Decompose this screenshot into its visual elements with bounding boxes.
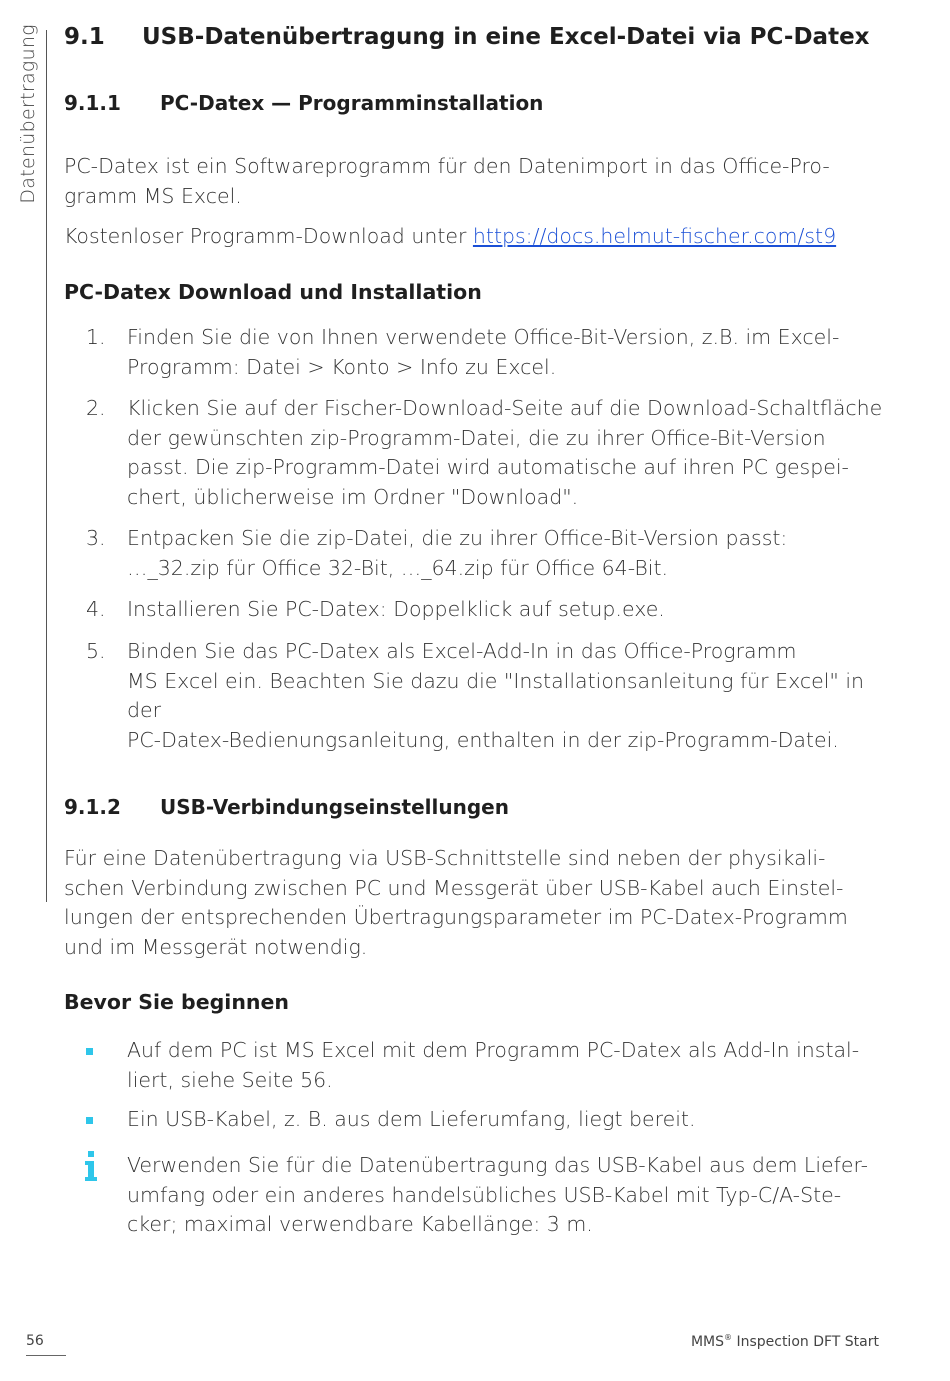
step-number: 1.: [86, 325, 106, 349]
info-line: Verwenden Sie für die Datenübertragung das USB-Kabel aus dem Liefer-: [127, 1153, 869, 1177]
section-heading-9-1-1: [64, 91, 543, 115]
page-number: 56: [26, 1333, 44, 1349]
step-line: Finden Sie die von Ihnen verwendete Office-Bit-Version, z.B. im Excel-: [127, 325, 840, 349]
step-line: Entpacken Sie die zip-Datei, die zu ihrer Office-Bit-Version passt:: [127, 526, 788, 550]
step-line: Binden Sie das PC-Datex als Excel-Add-In in das Office-Programm: [127, 639, 797, 663]
step-line: passt. Die zip-Programm-Datei wird automatische auf ihren PC gespei-: [127, 455, 849, 479]
prerequisite-line: Auf dem PC ist MS Excel mit dem Programm PC-Datex als Add-In instal-: [127, 1038, 860, 1062]
step-text: [127, 524, 887, 583]
download-paragraph: [64, 222, 884, 252]
step-number: 5.: [86, 639, 106, 663]
section-heading-9-1: [64, 24, 870, 50]
prerequisite-text: [127, 1036, 887, 1095]
step-line: Programm: Datei > Konto > Info zu Excel.: [127, 354, 557, 379]
download-text: Kostenloser Programm-Download unter: [64, 224, 473, 248]
usb-paragraph: [64, 844, 884, 962]
product-name: MMS: [690, 1334, 724, 1350]
info-icon: [83, 1151, 99, 1181]
step-line: Installieren Sie PC-Datex: Doppelklick auf setup.exe.: [127, 597, 665, 621]
footer-product-title: [691, 1333, 879, 1350]
chapter-side-divider: [46, 30, 47, 902]
step-line: chert, üblicherweise im Ordner "Download".: [127, 484, 579, 509]
before-subheading: Bevor Sie beginnen: [64, 990, 290, 1014]
square-bullet-icon: [86, 1117, 93, 1124]
usb-line: lungen der entsprechenden Übertragungsparameter im PC-Datex-Programm: [64, 905, 848, 929]
section-number: 9.1: [64, 24, 105, 50]
square-bullet-icon: [86, 1048, 93, 1055]
prerequisite-line: Ein USB-Kabel, z. B. aus dem Lieferumfang, liegt bereit.: [127, 1107, 696, 1131]
chapter-side-tab-label: Datenübertragung: [17, 24, 39, 204]
step-line: …_32.zip für Office 32-Bit, …_64.zip für Office 64-Bit.: [127, 555, 669, 580]
info-text: [127, 1151, 887, 1240]
usb-line: Für eine Datenübertragung via USB-Schnittstelle sind neben der physikali-: [64, 846, 826, 870]
section-title: USB-Datenübertragung in eine Excel-Datei via PC-Datex: [142, 24, 870, 50]
section-number: 9.1.1: [64, 91, 121, 115]
intro-line: PC-Datex ist ein Softwareprogramm für den Datenimport in das Office-Pro-: [64, 154, 830, 178]
product-suffix: Inspection DFT Start: [732, 1334, 879, 1350]
step-text: [127, 323, 887, 382]
section-heading-9-1-2: [64, 795, 509, 819]
chapter-side-tab: [14, 24, 42, 224]
step-number: 2.: [86, 396, 106, 420]
install-subheading: PC-Datex Download und Installation: [64, 280, 482, 304]
usb-line: schen Verbindung zwischen PC und Messgerät über USB-Kabel auch Einstel-: [64, 875, 844, 900]
usb-line: und im Messgerät notwendig.: [64, 934, 368, 959]
step-line: Klicken Sie auf der Fischer-Download-Seite auf die Download-Schaltfläche: [127, 396, 883, 420]
step-text: [127, 394, 887, 512]
intro-paragraph: [64, 152, 884, 211]
section-number: 9.1.2: [64, 795, 121, 819]
step-text: [127, 595, 887, 625]
step-line: MS Excel ein. Beachten Sie dazu die "Installationsanleitung für Excel" in der: [127, 668, 865, 722]
step-number: 3.: [86, 526, 106, 550]
step-number: 4.: [86, 597, 106, 621]
section-title: USB-Verbindungseinstellungen: [160, 795, 509, 819]
step-line: PC-Datex-Bedienungsanleitung, enthalten in der zip-Programm-Datei.: [127, 727, 839, 752]
intro-line: gramm MS Excel.: [64, 183, 242, 208]
prerequisite-line: liert, siehe Seite 56.: [127, 1067, 333, 1092]
footer-divider: [26, 1355, 66, 1356]
info-line: umfang oder ein anderes handelsübliches USB-Kabel mit Typ-C/A-Ste-: [127, 1182, 842, 1207]
step-text: [127, 637, 887, 755]
registered-mark: ®: [724, 1333, 732, 1342]
prerequisite-text: [127, 1105, 887, 1135]
step-line: der gewünschten zip-Programm-Datei, die zu ihrer Office-Bit-Version: [127, 425, 826, 450]
download-link[interactable]: https://docs.helmut-fischer.com/st9: [472, 224, 837, 248]
section-title: PC-Datex — Programminstallation: [160, 91, 544, 115]
info-line: cker; maximal verwendbare Kabellänge: 3 m.: [127, 1212, 593, 1236]
